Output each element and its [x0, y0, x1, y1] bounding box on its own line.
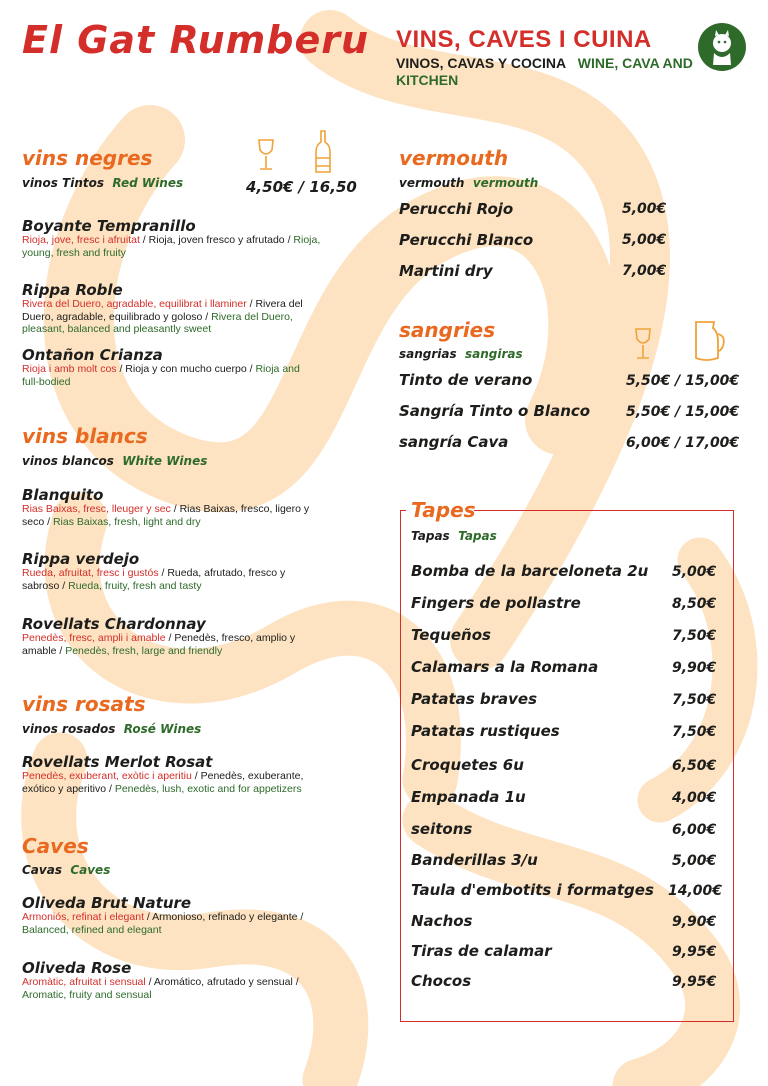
subtitle-es: vinos Tintos — [22, 176, 105, 190]
wine-description: Penedès, exuberant, exòtic i aperitiu / Penedès, exuberante, exótico y aperitivo / Penedès, lush, exotic and for appetizers — [22, 770, 304, 795]
subtitle-es: vinos rosados — [22, 722, 116, 736]
desc-en: Rioja and full-bodied — [22, 363, 300, 388]
header-subtitle — [396, 55, 696, 89]
section-subtitle-tapes — [411, 529, 497, 543]
cava-name: Oliveda Rose — [22, 959, 132, 977]
subtitle-es: sangrias — [399, 347, 457, 361]
vins-negres-price: 4,50€ / 16,50 — [246, 178, 357, 196]
tapa-price: 6,50€ — [672, 758, 717, 774]
tapa-price: 8,50€ — [672, 596, 717, 612]
desc-en: Penedès, lush, exotic and for appetizers — [114, 782, 302, 795]
tapa-name: Tequeños — [411, 626, 491, 644]
subtitle-en: Rosé Wines — [123, 722, 202, 736]
tapa-price: 7,50€ — [672, 628, 717, 644]
tapa-price: 4,00€ — [672, 790, 717, 806]
vermouth-name: Martini dry — [399, 262, 493, 280]
desc-en: Aromatic, fruity and sensual — [22, 988, 152, 1001]
desc-es: Rivera del Duero, agradable, equilibrado y goloso — [22, 298, 303, 323]
desc-ca: Armoniós, refinat i elegant — [22, 911, 144, 923]
section-subtitle-vins-blancs — [22, 454, 207, 468]
subtitle-es: vermouth — [399, 176, 465, 190]
sangria-price: 6,00€ / 17,00€ — [626, 435, 740, 451]
tapa-price: 7,50€ — [672, 692, 717, 708]
tapa-price: 9,95€ — [672, 944, 717, 960]
desc-es: Aromático, afrutado y sensual — [153, 976, 293, 988]
sangria-name: Tinto de verano — [399, 371, 533, 389]
wine-name: Blanquito — [22, 486, 104, 504]
section-title-sangries: sangries — [399, 318, 496, 342]
cava-name: Oliveda Brut Nature — [22, 894, 192, 912]
section-subtitle-sangries — [399, 347, 523, 361]
wine-description: Rias Baixas, fresc, lleuger y sec / Rias Baixas, fresco, ligero y seco / Rias Baixas, fresh, light and dry — [22, 503, 310, 528]
header-title: VINS, CAVES I CUINA — [396, 26, 652, 53]
section-title-vins-negres: vins negres — [22, 146, 153, 170]
section-subtitle-vermouth — [399, 176, 538, 190]
tapa-price: 9,95€ — [672, 974, 717, 990]
tapa-name: Calamars a la Romana — [411, 658, 599, 676]
wine-name: Rippa verdejo — [22, 550, 140, 568]
tapa-price: 5,00€ — [672, 853, 717, 869]
vermouth-name: Perucchi Blanco — [399, 231, 534, 249]
tapa-price: 7,50€ — [672, 724, 717, 740]
tapa-name: Patatas braves — [411, 690, 538, 708]
desc-es: Rueda, afrutado, fresco y sabroso — [22, 567, 286, 592]
subtitle-es: vinos blancos — [22, 454, 114, 468]
section-title-vermouth: vermouth — [399, 146, 509, 170]
subtitle-en: Caves — [70, 863, 111, 877]
desc-en: Rioja, young, fresh and fruity — [22, 234, 321, 259]
tapa-name: Taula d'embotits i formatges — [411, 881, 654, 899]
vermouth-price: 7,00€ — [622, 263, 667, 279]
wine-description: Rioja, jove, fresc i afruitat / Rioja, joven fresco y afrutado / Rioja, young, fresh and fruity — [22, 234, 321, 259]
tapa-name: Chocos — [411, 972, 472, 990]
section-subtitle-caves — [22, 863, 110, 877]
desc-ca: Penedès, fresc, ampli i amable — [22, 632, 166, 644]
desc-es: Rioja y con mucho cuerpo — [125, 363, 247, 375]
jug-icon — [692, 318, 728, 367]
desc-ca: Rioja i amb molt cos — [22, 363, 117, 375]
desc-ca: Rueda, afruitat, fresc i gustós — [22, 567, 159, 579]
section-title-tapes: Tapes — [411, 498, 476, 522]
tapa-name: Patatas rustiques — [411, 722, 560, 740]
wine-description: Rivera del Duero, agradable, equilibrat i llaminer / Rivera del Duero, agradable, equilibrado y goloso / Rivera del Duero, pleasant, balanced and pleasantly sweet — [22, 298, 303, 335]
desc-ca: Penedès, exuberant, exòtic i aperitiu — [22, 770, 192, 782]
subtitle-es: Tapas — [411, 529, 450, 543]
wine-glass-icon — [256, 138, 276, 177]
section-title-vins-rosats: vins rosats — [22, 692, 146, 716]
header-subtitle-en: WINE, CAVA AND KITCHEN — [396, 55, 693, 88]
desc-es: Rioja, joven fresco y afrutado — [148, 234, 285, 246]
tapa-price: 14,00€ — [668, 883, 723, 899]
header-subtitle-es: VINOS, CAVAS Y COCINA — [396, 55, 567, 71]
wine-description: Penedès, fresc, ampli i amable / Penedès, fresco, amplio y amable / Penedès, fresh, large and friendly — [22, 632, 296, 657]
tapa-name: Bomba de la barceloneta 2u — [411, 562, 649, 580]
wine-description: Rioja i amb molt cos / Rioja y con mucho cuerpo / Rioja and full-bodied — [22, 363, 300, 388]
desc-es: Rias Baixas, fresco, ligero y seco — [22, 503, 310, 528]
subtitle-en: Red Wines — [112, 176, 184, 190]
subtitle-en: White Wines — [122, 454, 208, 468]
desc-es: Armonioso, refinado y elegante — [152, 911, 298, 923]
cava-description: Armoniós, refinat i elegant / Armonioso, refinado y elegante / Balanced, refined and elegant — [22, 911, 304, 936]
desc-ca: Rioja, jove, fresc i afruitat — [22, 234, 140, 246]
subtitle-en: Tapas — [458, 529, 497, 543]
cat-logo-icon — [698, 23, 746, 71]
tapa-name: Fingers de pollastre — [411, 594, 581, 612]
tapa-price: 6,00€ — [672, 822, 717, 838]
vermouth-name: Perucchi Rojo — [399, 200, 514, 218]
tapa-price: 9,90€ — [672, 914, 717, 930]
wine-name: Ontañon Crianza — [22, 346, 163, 364]
wine-description: Rueda, afruitat, fresc i gustós / Rueda, afrutado, fresco y sabroso / Rueda, fruity, fresh and tasty — [22, 567, 286, 592]
section-title-caves: Caves — [22, 834, 89, 858]
sangria-price: 5,50€ / 15,00€ — [626, 373, 740, 389]
desc-en: Rueda, fruity, fresh and tasty — [68, 579, 202, 592]
tapa-name: Tiras de calamar — [411, 942, 552, 960]
desc-ca: Aromàtic, afruitat i sensual — [22, 976, 146, 988]
subtitle-es: Cavas — [22, 863, 62, 877]
wine-name: Rippa Roble — [22, 281, 123, 299]
wine-glass-icon — [633, 327, 653, 366]
wine-name: Boyante Tempranillo — [22, 217, 196, 235]
subtitle-en: sangiras — [465, 347, 523, 361]
desc-en: Rias Baixas, fresh, light and dry — [52, 515, 201, 528]
tapa-name: Nachos — [411, 912, 473, 930]
desc-es: Penedès, exuberante, exótico y aperitivo — [22, 770, 304, 795]
section-title-vins-blancs: vins blancs — [22, 424, 148, 448]
desc-ca: Rivera del Duero, agradable, equilibrat i llaminer — [22, 298, 247, 310]
wine-name: Rovellats Chardonnay — [22, 615, 206, 633]
desc-en: Penedès, fresh, large and friendly — [65, 644, 223, 657]
subtitle-en: vermouth — [472, 176, 539, 190]
desc-en: Balanced, refined and elegant — [22, 923, 162, 936]
sangria-name: Sangría Tinto o Blanco — [399, 402, 591, 420]
tapa-price: 5,00€ — [672, 564, 717, 580]
cava-description: Aromàtic, afruitat i sensual / Aromático, afrutado y sensual / Aromatic, fruity and sensual — [22, 976, 299, 1001]
section-subtitle-vins-negres — [22, 176, 183, 190]
desc-ca: Rias Baixas, fresc, lleuger y sec — [22, 503, 171, 515]
bottle-icon — [314, 130, 332, 179]
desc-es: Penedès, fresco, amplio y amable — [22, 632, 296, 657]
section-subtitle-vins-rosats — [22, 722, 201, 736]
vermouth-price: 5,00€ — [622, 201, 667, 217]
tapa-name: Banderillas 3/u — [411, 851, 538, 869]
vermouth-price: 5,00€ — [622, 232, 667, 248]
sangria-name: sangría Cava — [399, 433, 509, 451]
tapa-name: Empanada 1u — [411, 788, 526, 806]
sangria-price: 5,50€ / 15,00€ — [626, 404, 740, 420]
tapa-price: 9,90€ — [672, 660, 717, 676]
desc-en: Rivera del Duero, pleasant, balanced and pleasantly sweet — [22, 310, 293, 335]
tapa-name: Croquetes 6u — [411, 756, 524, 774]
wine-name: Rovellats Merlot Rosat — [22, 753, 213, 771]
tapa-name: seitons — [411, 820, 473, 838]
brand-title: El Gat Rumberu — [22, 18, 370, 62]
